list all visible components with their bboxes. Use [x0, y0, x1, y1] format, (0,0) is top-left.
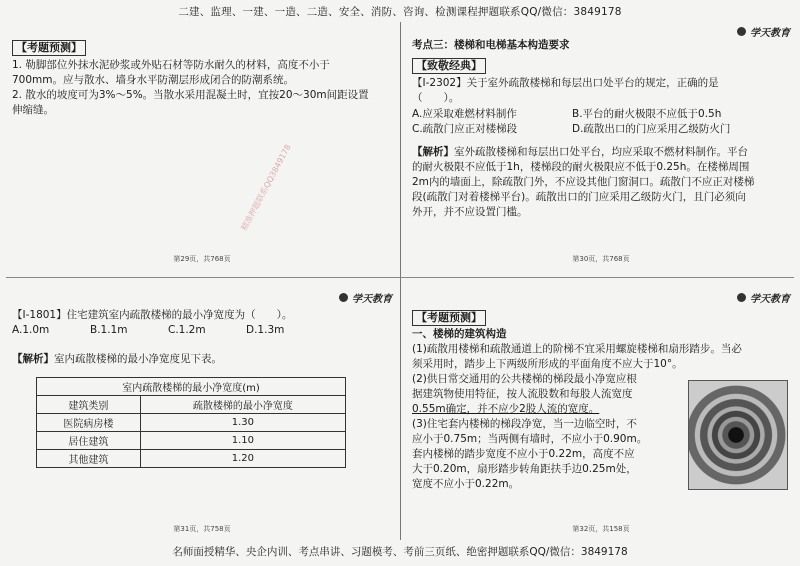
table-cell: 1.10 [140, 432, 345, 450]
forecast-tag: 【考题预测】 [412, 310, 486, 326]
page-30-panel [408, 22, 794, 276]
page-31-panel [8, 280, 396, 538]
horizontal-divider [6, 277, 794, 278]
option-a: A.应采取难燃材料制作 [412, 108, 517, 120]
table-cell: 1.20 [140, 450, 345, 468]
logo: 学天教育 [339, 290, 392, 305]
section-title: 一、楼梯的建筑构造 [412, 328, 507, 340]
p4-line-2: 须采用时，踏步上下两级所形成的平面角度不应大于10°。 [412, 358, 683, 370]
table-header: 建筑类别 [37, 396, 141, 414]
p4-line-1: (1)疏散用楼梯和疏散通道上的阶梯不宜采用螺旋楼梯和扇形踏步。当必 [412, 343, 742, 355]
analysis-text: 室内疏散楼梯的最小净宽度见下表。 [54, 353, 222, 365]
option-d: D.1.3m [246, 324, 285, 336]
bottom-banner: 名师面授精华、央企内训、考点串讲、习题模考、考前三页纸、绝密押题联系QQ/微信：3849178 [172, 546, 628, 558]
p1-line-1: 1. 勒脚部位外抹水泥砂浆或外贴石材等防水耐久的材料，高度不小于 [12, 59, 330, 71]
question-line-2: （ ）。 [412, 92, 460, 104]
analysis-tag: 【解析】 [412, 146, 454, 158]
p1-line-3: 2. 散水的坡度可为3%～5%。当散水采用混凝土时，宜按20～30m间距设置 [12, 89, 369, 101]
option-c: C.疏散门应正对楼梯段 [412, 123, 518, 135]
table-row [37, 450, 346, 468]
logo-icon [339, 293, 348, 302]
option-c: C.1.2m [168, 324, 206, 336]
analysis-line-3: 2m内的墙面上，除疏散门外，不应设其他门窗洞口。疏散门不应正对楼梯 [412, 176, 755, 188]
analysis-tag: 【解析】 [12, 353, 54, 365]
page-number: 第30页，共768页 [572, 255, 630, 263]
p4-line-4: 据建筑物使用特征，按人流股数和每股人流宽度 [412, 388, 633, 400]
stair-width-table [36, 377, 346, 468]
option-d: D.疏散出口的门应采用乙级防火门 [572, 123, 731, 135]
p4-line-5: 0.55m确定，并不应少2股人流的宽度。 [412, 403, 600, 415]
top-banner: 二建、监理、一建、一造、二造、安全、消防、咨询、检测课程押题联系QQ/微信：3849178 [178, 6, 622, 18]
table-cell: 医院病房楼 [37, 414, 141, 432]
vertical-divider [400, 22, 401, 540]
option-b: B.1.1m [90, 324, 128, 336]
section-title: 考点三：楼梯和电梯基本构造要求 [412, 39, 570, 51]
page-29-panel [8, 22, 396, 276]
table-cell: 1.30 [140, 414, 345, 432]
classic-tag: 【致敬经典】 [412, 58, 486, 74]
logo-icon [737, 27, 746, 36]
logo: 学天教育 [737, 24, 790, 39]
analysis-line-5: 外开，并不应设置门槛。 [412, 206, 528, 218]
p1-line-4: 伸缩缝。 [12, 104, 54, 116]
p1-line-2: 700mm。应与散水、墙身水平防潮层形成闭合的防潮系统。 [12, 74, 294, 86]
question-line-1: 【Ⅰ-2302】关于室外疏散楼梯和每层出口处平台的规定，正确的是 [412, 77, 719, 89]
p4-line-8: 套内楼梯的踏步宽度不应小于0.22m，高度不应 [412, 448, 635, 460]
page-number: 第32页，共158页 [572, 525, 630, 533]
p4-line-9: 大于0.20m，扇形踏步转角距扶手边0.25m处， [412, 463, 637, 475]
table-row [37, 414, 346, 432]
analysis-line-2: 的耐火极限不应低于1h，楼梯段的耐火极限应不低于0.25h。在楼梯周围 [412, 161, 750, 173]
logo-icon [737, 293, 746, 302]
analysis-line-1: 室外疏散楼梯和每层出口处平台，均应采取不燃材料制作。平台 [454, 146, 748, 158]
page-number: 第31页，共758页 [173, 525, 231, 533]
option-b: B.平台的耐火极限不应低于0.5h [572, 108, 722, 120]
option-a: A.1.0m [12, 324, 50, 336]
logo: 学天教育 [737, 290, 790, 305]
p4-line-6: (3)住宅套内楼梯的梯段净宽，当一边临空时，不 [412, 418, 637, 430]
table-cell: 居住建筑 [37, 432, 141, 450]
watermark: 精准押题联系QQ3849178 [239, 142, 293, 233]
p4-line-7: 应小于0.75m；当两侧有墙时，不应小于0.90m。 [412, 433, 648, 445]
spiral-stair-photo [688, 380, 788, 490]
table-header: 疏散楼梯的最小净宽度 [140, 396, 345, 414]
page-32-panel [408, 280, 794, 538]
table-caption: 室内疏散楼梯的最小净宽度(m) [37, 378, 346, 396]
page-number: 第29页，共768页 [173, 255, 231, 263]
forecast-tag: 【考题预测】 [12, 40, 86, 56]
analysis-line-4: 段(疏散门对着楼梯平台)。疏散出口的门应采用乙级防火门，且门必须向 [412, 191, 746, 203]
question-line: 【Ⅰ-1801】住宅建筑室内疏散楼梯的最小净宽度为（ ）。 [12, 309, 293, 321]
table-cell: 其他建筑 [37, 450, 141, 468]
p4-line-3: (2)供日常交通用的公共楼梯的梯段最小净宽应根 [412, 373, 637, 385]
p4-line-10: 宽度不应小于0.22m。 [412, 478, 520, 490]
table-row [37, 432, 346, 450]
